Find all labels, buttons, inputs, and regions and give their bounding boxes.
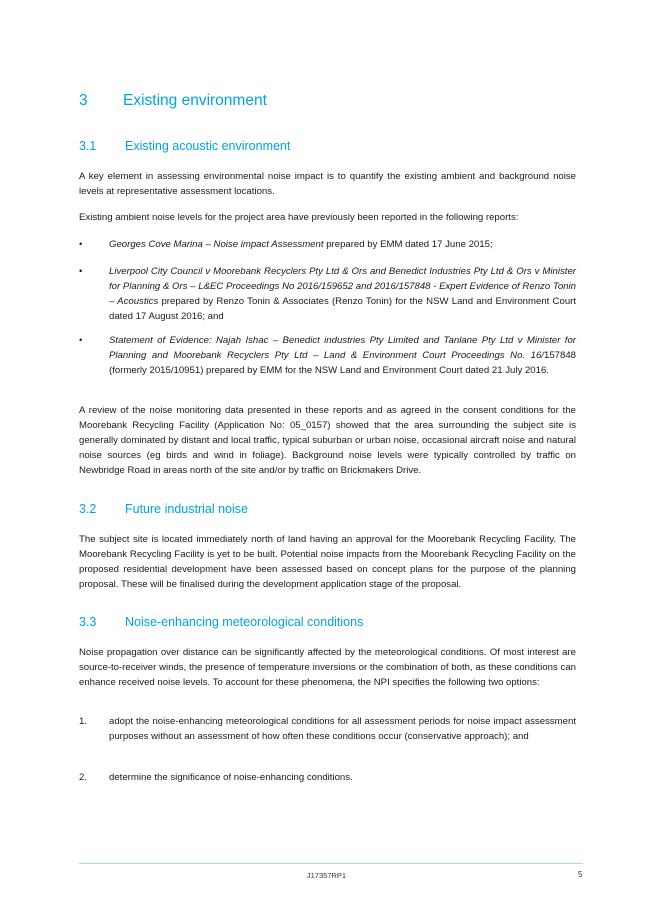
report-details: prepared by EMM dated 17 June 2015;	[323, 239, 493, 250]
report-title: Statement of Evidence: Najah Ishac – Benedict industries Pty Limited and Tanlane Pty Ltd v Minister for Planning and Moorebank Recyclers Pty Ltd – Land & Environment Court Proceedings No. 16/	[109, 335, 576, 361]
bullet-marker: •	[79, 239, 83, 250]
paragraph: Noise propagation over distance can be significantly affected by the meteorological conditions. Of most interest are source-to-receiver winds, the presence of temperature inversions or the combination of both, as these conditions can enhance received noise levels. To account for these phenomena, the NPI specifies the following two options:	[79, 647, 576, 688]
list-item	[79, 770, 576, 785]
paragraph: The subject site is located immediately north of land having an approval for the Moorebank Recycling Facility. The Moorebank Recycling Facility is yet to be built. Potential noise impacts from the Moorebank Recycling Facility on the proposed residential development have been assessed based on concept plans for the purpose of the planning proposal. These will be finalised during the development application stage of the proposal.	[79, 534, 576, 590]
page-number: 5	[578, 870, 583, 879]
paragraph: A review of the noise monitoring data presented in these reports and as agreed in the consent conditions for the Moorebank Recycling Facility (Application No: 05_0157) showed that the area surrounding the subject site is generally dominated by distant and local traffic, typical suburban or urban noise, occasional aircraft noise and natural noise sources (eg birds and wind in foliage). Background noise levels were typically controlled by traffic on Newbridge Road in areas north of the site and/or by traffic on Brickmakers Drive.	[79, 405, 576, 476]
subsection-title: Future industrial noise	[125, 502, 248, 516]
report-title: Liverpool City Council v Moorebank Recyclers Pty Ltd & Ors and Benedict Industries Pty Ltd & Ors v Minister for Planning & Ors – L&EC Proceedings No 2016/159652 and 2016/157848 - Expert Evidence of Renzo Tonin – Acoustics	[109, 266, 576, 307]
subsection-title: Existing acoustic environment	[125, 139, 291, 153]
report-details: 157848 (formerly 2015/10951) prepared by EMM for the NSW Land and Environment Court dated 21 July 2016.	[109, 350, 576, 376]
list-number: 2.	[79, 772, 88, 783]
subsection-heading-3-2	[79, 502, 248, 516]
section-number: 3	[79, 92, 88, 109]
section-title: Existing environment	[123, 92, 267, 109]
subsection-heading-3-1	[79, 139, 290, 153]
list-item	[79, 264, 576, 324]
footer-divider	[79, 863, 583, 864]
list-item	[79, 333, 576, 378]
list-item	[79, 714, 576, 744]
subsection-heading-3-3	[79, 615, 363, 629]
footer-document-code: J17357RP1	[306, 871, 347, 880]
subsection-number: 3.1	[79, 139, 97, 153]
paragraph: Existing ambient noise levels for the project area have previously been reported in the following reports:	[79, 212, 519, 223]
subsection-title: Noise-enhancing meteorological conditions	[125, 615, 364, 629]
bullet-marker: •	[79, 335, 83, 346]
subsection-number: 3.3	[79, 615, 97, 629]
list-number: 1.	[79, 716, 88, 727]
subsection-number: 3.2	[79, 502, 97, 516]
section-heading	[79, 92, 267, 110]
list-item-text: determine the significance of noise-enhancing conditions.	[109, 772, 353, 783]
paragraph: A key element in assessing environmental noise impact is to quantify the existing ambient and background noise levels at representative assessment locations.	[79, 171, 576, 197]
report-details: prepared by Renzo Tonin & Associates (Renzo Tonin) for the NSW Land and Environment Court dated 17 August 2016; and	[109, 296, 577, 322]
report-title: Georges Cove Marina – Noise impact Assessment	[109, 239, 324, 250]
list-item	[79, 237, 576, 252]
bullet-marker: •	[79, 266, 83, 277]
list-item-text: adopt the noise-enhancing meteorological conditions for all assessment periods for noise impact assessment purposes without an assessment of how often these conditions occur (conservative approach); and	[109, 716, 576, 742]
